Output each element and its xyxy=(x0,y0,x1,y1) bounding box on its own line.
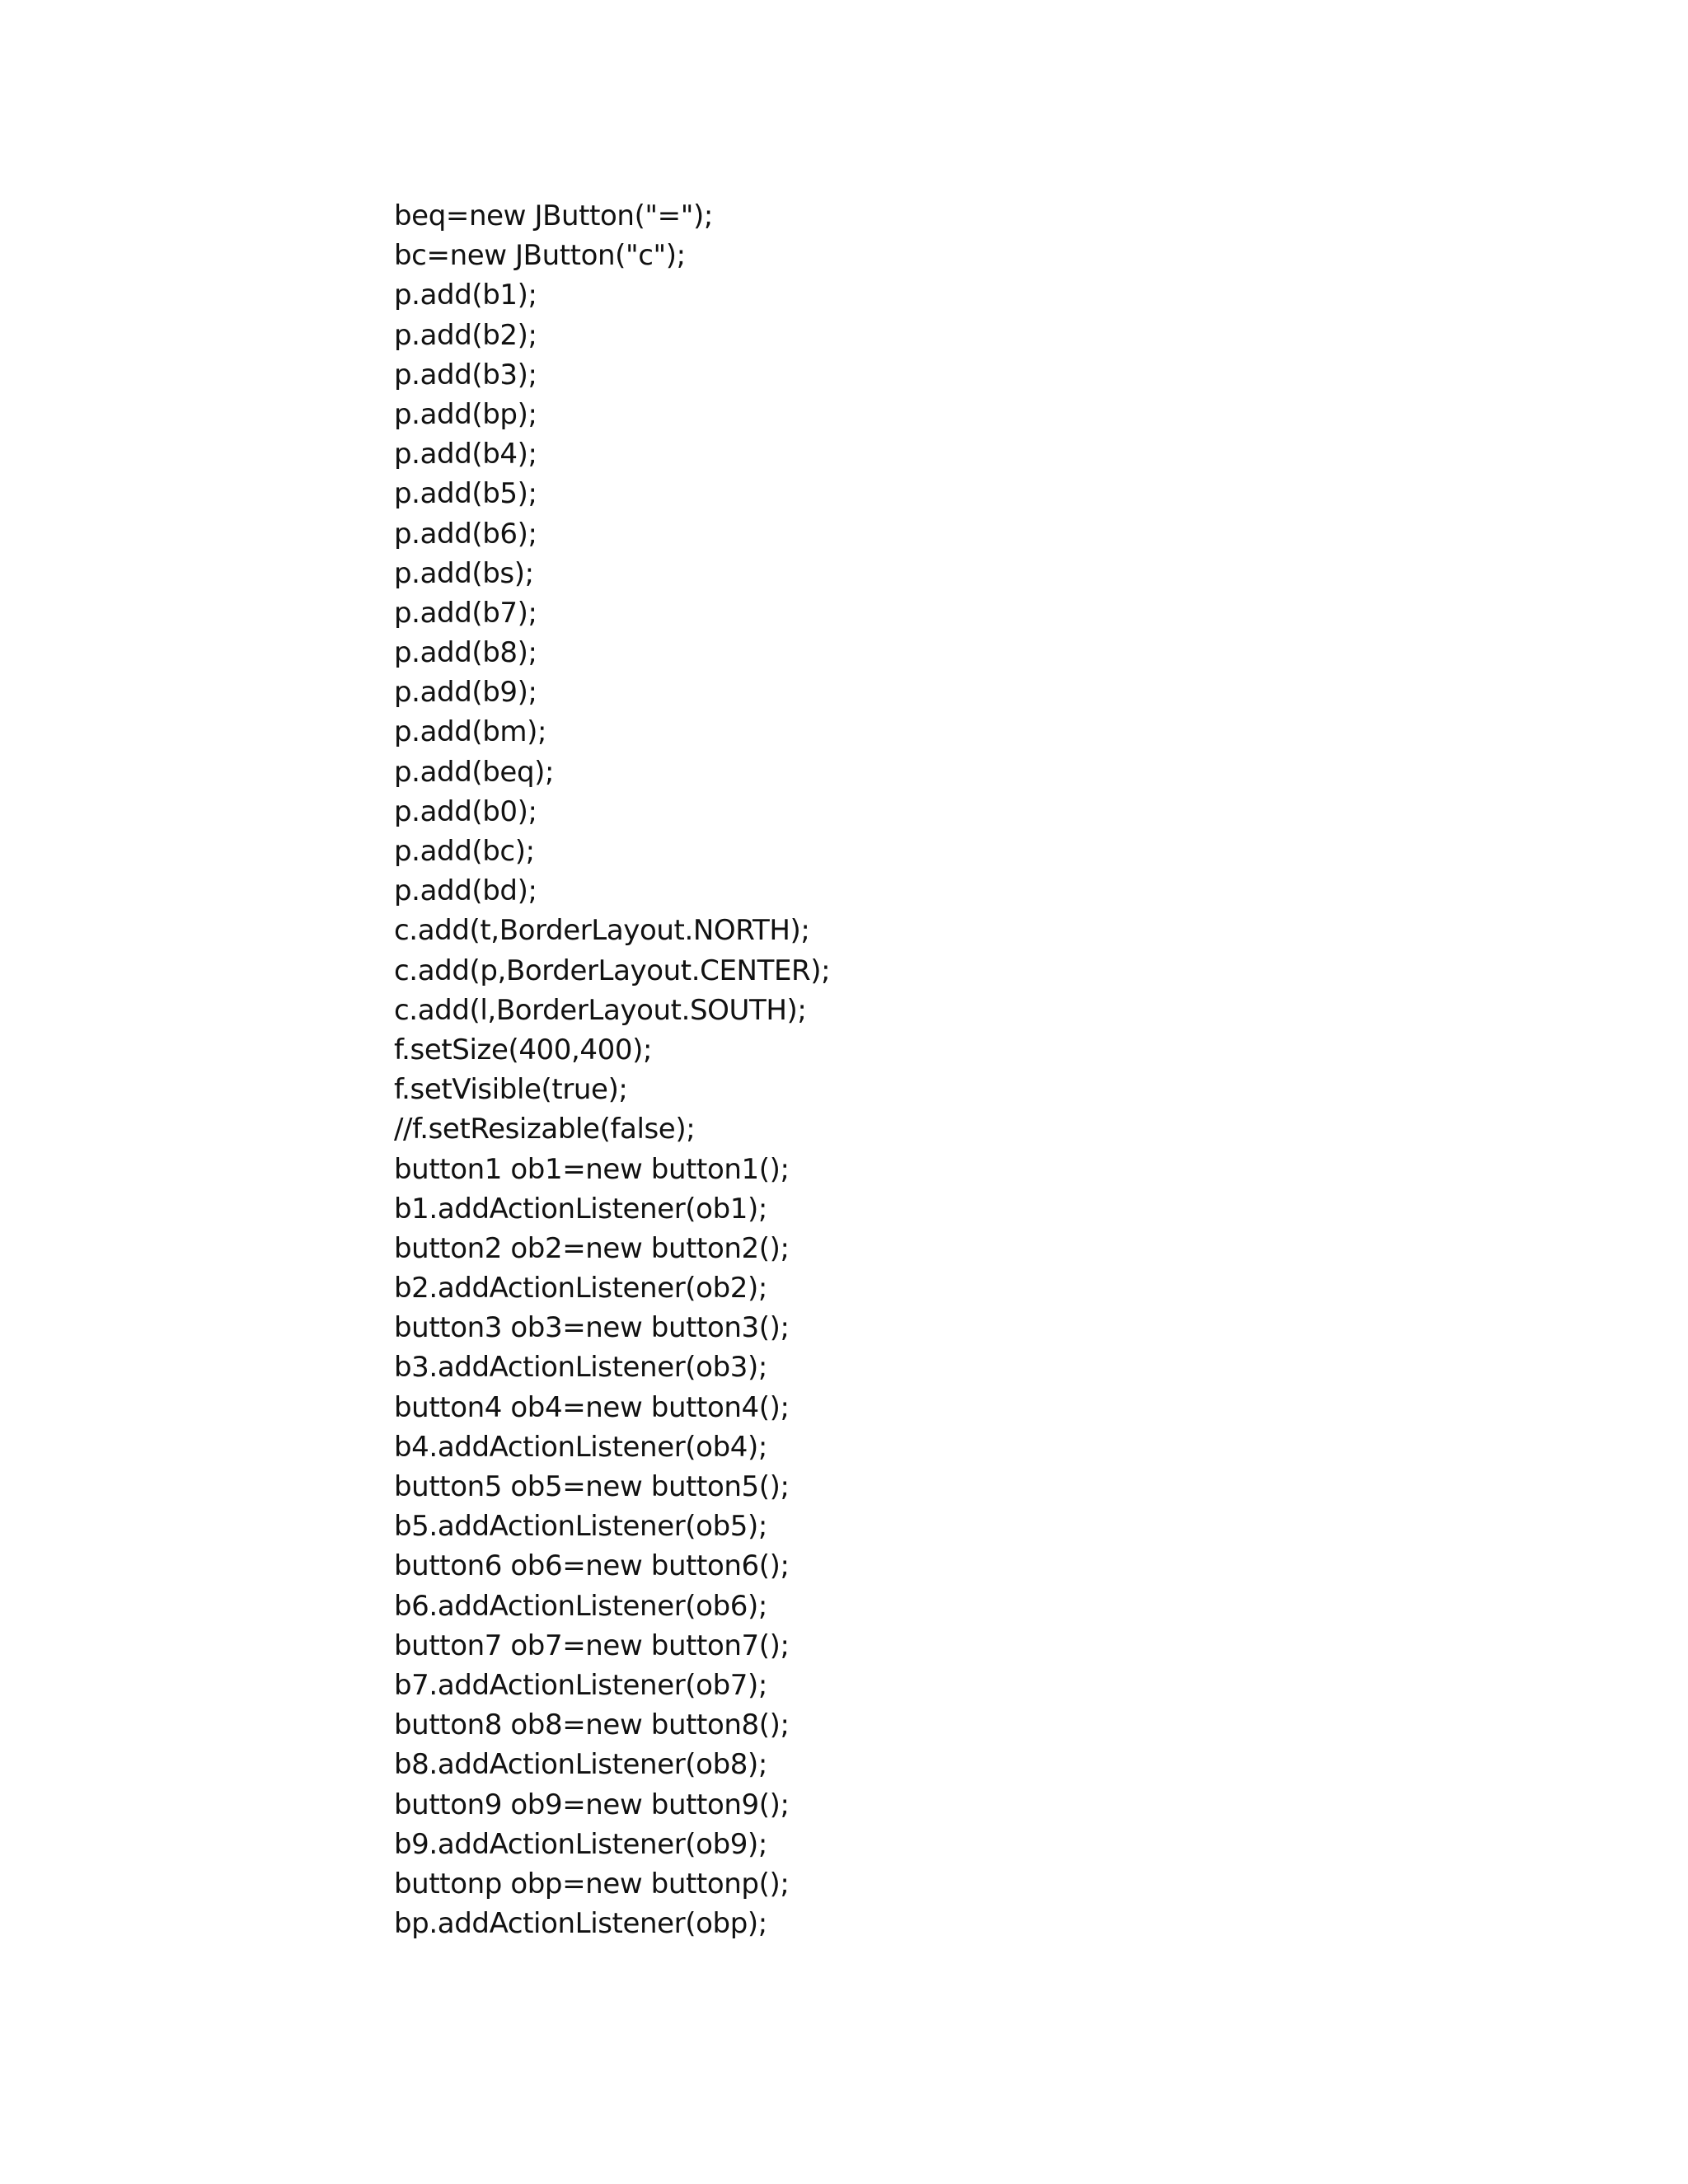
code-line: p.add(b1); xyxy=(394,279,537,312)
code-line: buttonp obp=new buttonp(); xyxy=(394,1867,790,1900)
code-line: //f.setResizable(false); xyxy=(394,1113,696,1146)
code-line: p.add(bc); xyxy=(394,835,535,868)
code-line: button4 ob4=new button4(); xyxy=(394,1390,790,1424)
code-line: p.add(b3); xyxy=(394,358,537,391)
code-line: p.add(b0); xyxy=(394,794,537,828)
code-line: bc=new JButton("c"); xyxy=(394,239,686,273)
code-line: p.add(b9); xyxy=(394,676,537,710)
code-line: b1.addActionListener(ob1); xyxy=(394,1192,767,1226)
code-line: p.add(b2); xyxy=(394,318,537,352)
code-line: button8 ob8=new button8(); xyxy=(394,1708,790,1742)
code-line: button1 ob1=new button1(); xyxy=(394,1152,790,1186)
code-line: p.add(b6); xyxy=(394,517,537,551)
code-line: p.add(b4); xyxy=(394,438,537,471)
code-line: b5.addActionListener(ob5); xyxy=(394,1510,767,1544)
code-line: p.add(bp); xyxy=(394,397,537,431)
code-line: b3.addActionListener(ob3); xyxy=(394,1351,767,1385)
code-line: bp.addActionListener(obp); xyxy=(394,1907,767,1941)
code-line: beq=new JButton("="); xyxy=(394,199,713,232)
code-line: button7 ob7=new button7(); xyxy=(394,1629,790,1662)
code-line: p.add(bs); xyxy=(394,556,534,590)
code-line: button6 ob6=new button6(); xyxy=(394,1549,790,1583)
code-line: p.add(b5); xyxy=(394,477,537,511)
code-line: b7.addActionListener(ob7); xyxy=(394,1668,767,1702)
code-line: b4.addActionListener(ob4); xyxy=(394,1430,767,1464)
code-line: c.add(p,BorderLayout.CENTER); xyxy=(394,954,831,987)
code-line: c.add(l,BorderLayout.SOUTH); xyxy=(394,993,807,1027)
code-line: p.add(b8); xyxy=(394,636,537,670)
code-line: b9.addActionListener(ob9); xyxy=(394,1827,767,1861)
code-line: p.add(bm); xyxy=(394,715,547,749)
code-line: button3 ob3=new button3(); xyxy=(394,1311,790,1345)
code-line: c.add(t,BorderLayout.NORTH); xyxy=(394,914,810,948)
code-line: button5 ob5=new button5(); xyxy=(394,1470,790,1503)
code-line: button9 ob9=new button9(); xyxy=(394,1788,790,1821)
code-line: p.add(b7); xyxy=(394,596,537,630)
code-listing xyxy=(394,196,830,1943)
code-line: p.add(beq); xyxy=(394,755,555,789)
code-line: f.setSize(400,400); xyxy=(394,1033,653,1066)
code-line: button2 ob2=new button2(); xyxy=(394,1231,790,1265)
code-line: p.add(bd); xyxy=(394,874,537,908)
code-line: b8.addActionListener(ob8); xyxy=(394,1748,767,1782)
code-line: f.setVisible(true); xyxy=(394,1073,628,1107)
code-line: b2.addActionListener(ob2); xyxy=(394,1272,767,1305)
code-line: b6.addActionListener(ob6); xyxy=(394,1589,767,1623)
